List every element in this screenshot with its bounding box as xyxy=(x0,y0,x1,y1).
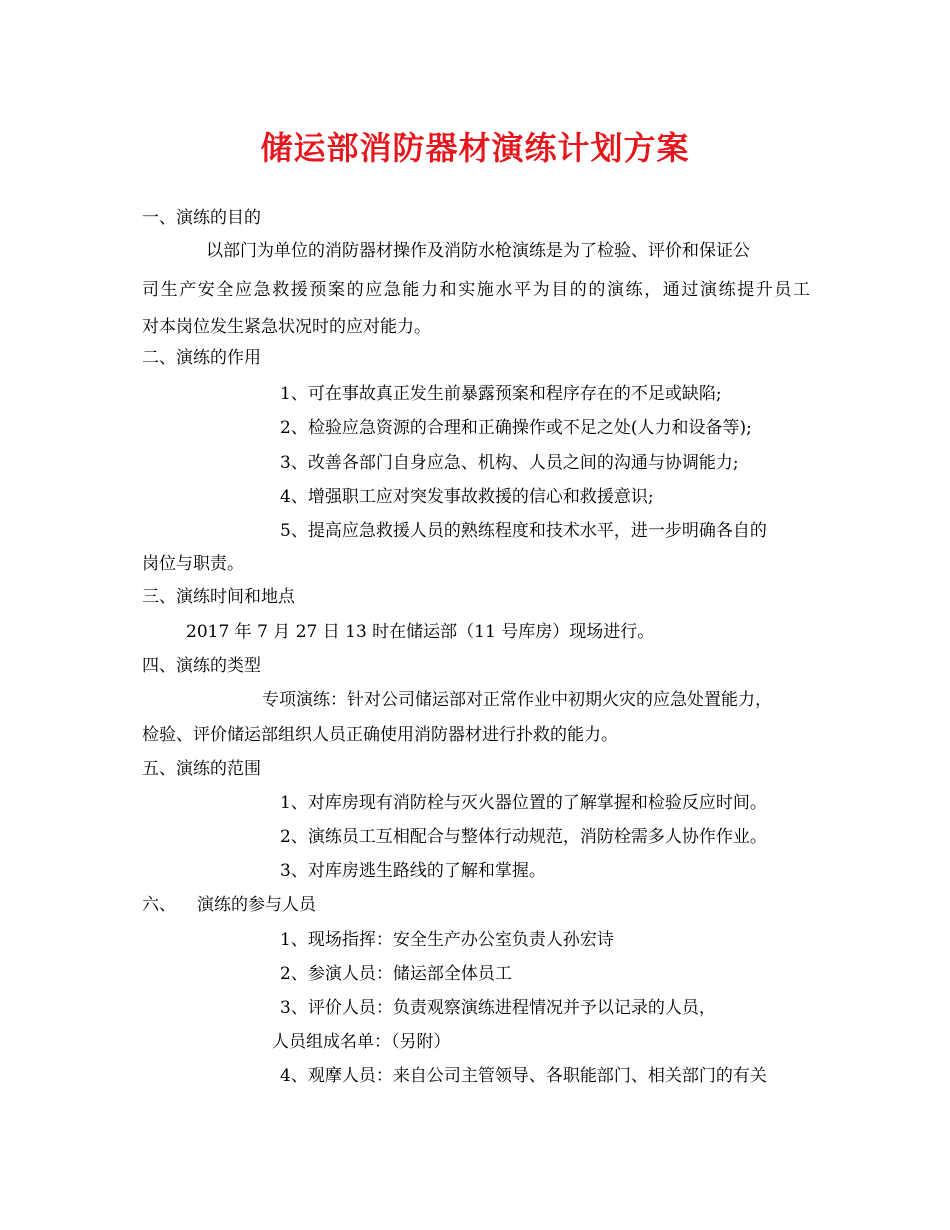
section-1-heading: 一、演练的目的 xyxy=(142,208,261,228)
section-6-heading-number: 六、 xyxy=(142,895,176,915)
section-5-item-3: 3、对库房逃生路线的了解和掌握。 xyxy=(280,861,546,881)
section-5-item-2: 2、演练员工互相配合与整体行动规范，消防栓需多人协作作业。 xyxy=(280,827,767,847)
section-1-line-3: 对本岗位发生紧急状况时的应对能力。 xyxy=(142,317,431,337)
section-2-heading: 二、演练的作用 xyxy=(142,348,261,368)
section-2-continuation: 岗位与职责。 xyxy=(142,554,244,574)
section-4-line-1: 专项演练：针对公司储运部对正常作业中初期火灾的应急处置能力， xyxy=(262,690,772,710)
section-1-line-1: 以部门为单位的消防器材操作及消防水枪演练是为了检验、评价和保证公 xyxy=(206,241,750,261)
section-5-heading: 五、演练的范围 xyxy=(142,759,261,779)
section-6-heading-text: 演练的参与人员 xyxy=(197,895,316,915)
section-2-item-2: 2、检验应急资源的合理和正确操作或不足之处(人力和设备等); xyxy=(280,418,752,438)
section-6-item-3-continuation: 人员组成名单：（另附） xyxy=(272,1032,451,1052)
section-6-item-3: 3、评价人员：负责观察演练进程情况并予以记录的人员， xyxy=(280,998,716,1018)
section-2-item-5: 5、提高应急救援人员的熟练程度和技术水平，进一步明确各自的 xyxy=(280,521,767,541)
section-6-item-2: 2、参演人员：储运部全体员工 xyxy=(280,964,512,984)
section-2-item-4: 4、增强职工应对突发事故救援的信心和救援意识; xyxy=(280,487,654,507)
section-5-item-1: 1、对库房现有消防栓与灭火器位置的了解掌握和检验反应时间。 xyxy=(280,793,767,813)
section-6-item-1: 1、现场指挥：安全生产办公室负责人孙宏诗 xyxy=(280,930,614,950)
section-1-line-2: 司生产安全应急救援预案的应急能力和实施水平为目的的演练，通过演练提升员工 xyxy=(142,280,810,300)
section-4-heading: 四、演练的类型 xyxy=(142,656,261,676)
section-3-line: 2017 年 7 月 27 日 13 时在储运部（11 号库房）现场进行。 xyxy=(186,622,655,642)
section-2-item-1: 1、可在事故真正发生前暴露预案和程序存在的不足或缺陷; xyxy=(280,384,722,404)
section-4-line-2: 检验、评价储运部组织人员正确使用消防器材进行扑救的能力。 xyxy=(142,725,618,745)
document-title: 储运部消防器材演练计划方案 xyxy=(260,129,690,167)
section-2-item-3: 3、改善各部门自身应急、机构、人员之间的沟通与协调能力; xyxy=(280,453,739,473)
section-6-item-4: 4、观摩人员：来自公司主管领导、各职能部门、相关部门的有关 xyxy=(280,1066,767,1086)
section-3-heading: 三、演练时间和地点 xyxy=(142,587,295,607)
